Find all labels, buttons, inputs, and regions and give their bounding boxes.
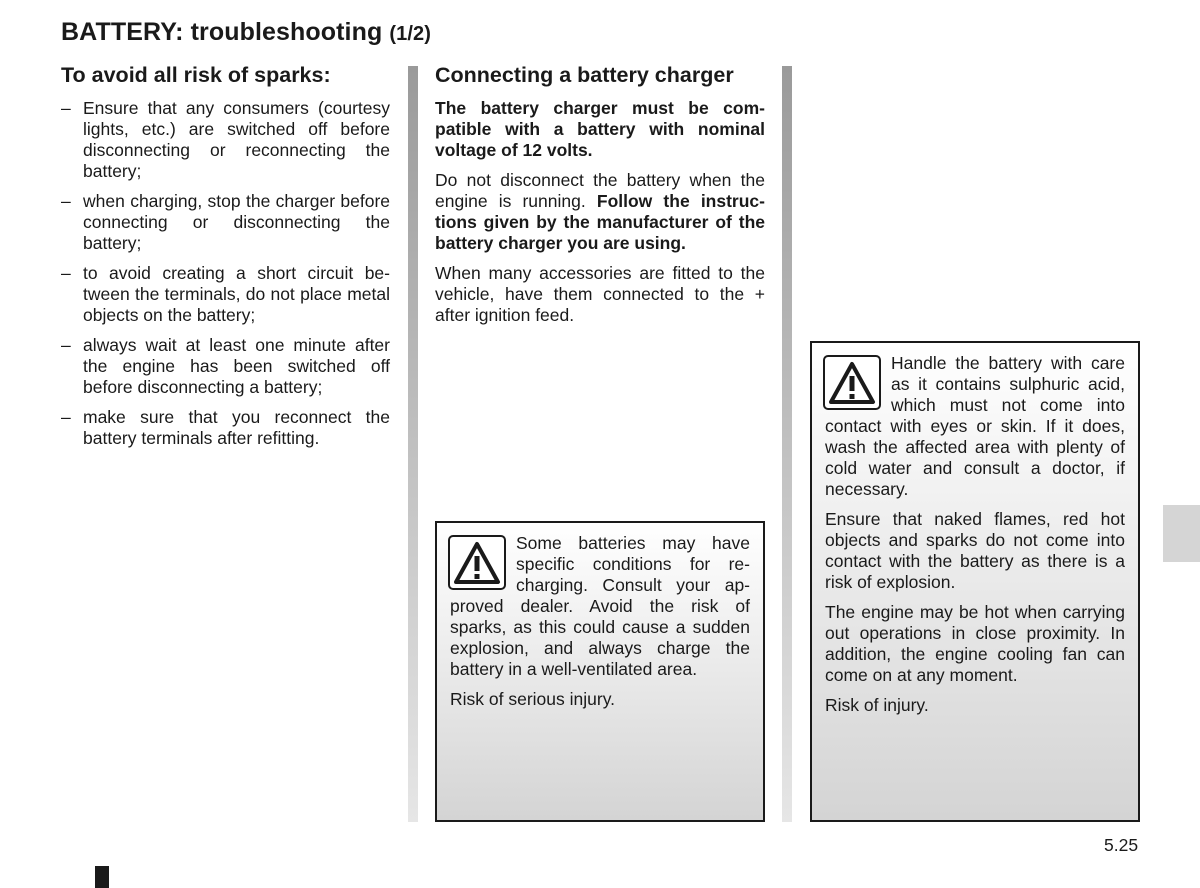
bullet-dash: – [61,191,71,211]
column-divider-right [782,66,792,822]
charger-heading: Connecting a battery charger [435,63,734,87]
sparks-list [61,98,390,449]
crop-mark [95,866,109,888]
warning-recharging-risk: Risk of serious injury. [450,689,616,709]
page-title-part: (1/2) [389,23,432,45]
list-item [61,98,390,182]
charger-section [435,60,765,335]
warning-box-recharging [435,521,765,822]
list-item [61,263,390,326]
accessories-text: When many accessories are fitted to the vehicle, have them connected to the + after ignition feed. [435,263,765,325]
warning-acid-text: Handle the battery with care as it contains sulphuric acid, which must not come into contact with eyes or skin. If it does, wash the affected area with plenty of cold water and consult a doctor, if necessary. [825,353,1125,499]
list-item-text: always wait at least one minute after the engine has been switched off before disconnecting a battery; [83,335,390,397]
column-divider-left [408,66,418,822]
page-title [61,18,431,47]
page-title-text: BATTERY: troubleshooting [61,18,383,46]
page-number: 5.25 [1104,835,1139,855]
sparks-heading: To avoid all risk of sparks: [61,63,331,87]
sparks-section [61,60,390,458]
bullet-dash: – [61,263,71,283]
charger-instructions-text [435,170,765,254]
warning-flames-text: Ensure that naked flames, red hot objects and sparks do not come into contact with the battery as there is a risk of explosion. [825,509,1125,592]
charger-compatibility-text: The battery charger must be compatible with a battery with nominal voltage of 12 volts. [435,98,765,160]
bullet-dash: – [61,98,71,118]
list-item-text: when charging, stop the charger before connecting or disconnecting the battery; [83,191,390,253]
list-item-text: to avoid creating a short circuit between the terminals, do not place metal objects on the battery; [83,263,390,325]
list-item [61,407,390,449]
warning-box-acid [810,341,1140,822]
list-item-text: Ensure that any consumers (courtesy lights, etc.) are switched off before disconnecting or reconnecting the battery; [83,98,390,181]
bullet-dash: – [61,335,71,355]
warning-engine-hot-text: The engine may be hot when carrying out operations in close proximity. In addition, the engine cooling fan can come on at any moment. [825,602,1125,685]
charger-instructions-bold: Follow the instructions given by the manufacturer of the battery charger you are using. [435,191,765,253]
warning-triangle-icon [823,355,881,410]
list-item-text: make sure that you reconnect the battery terminals after refitting. [83,407,390,448]
bullet-dash: – [61,407,71,427]
warning-recharging-text: Some batteries may have specific conditions for recharging. Consult your approved dealer. Avoid the risk of sparks, as this could cause a sudden explosion, and always charge the battery in a well-ventilated area. [450,533,750,679]
warning-triangle-icon [448,535,506,590]
charger-instructions-normal: Do not disconnect the battery when the engine is running. [435,170,765,211]
list-item [61,191,390,254]
list-item [61,335,390,398]
warning-injury-risk: Risk of injury. [825,695,929,715]
chapter-tab [1163,505,1200,562]
